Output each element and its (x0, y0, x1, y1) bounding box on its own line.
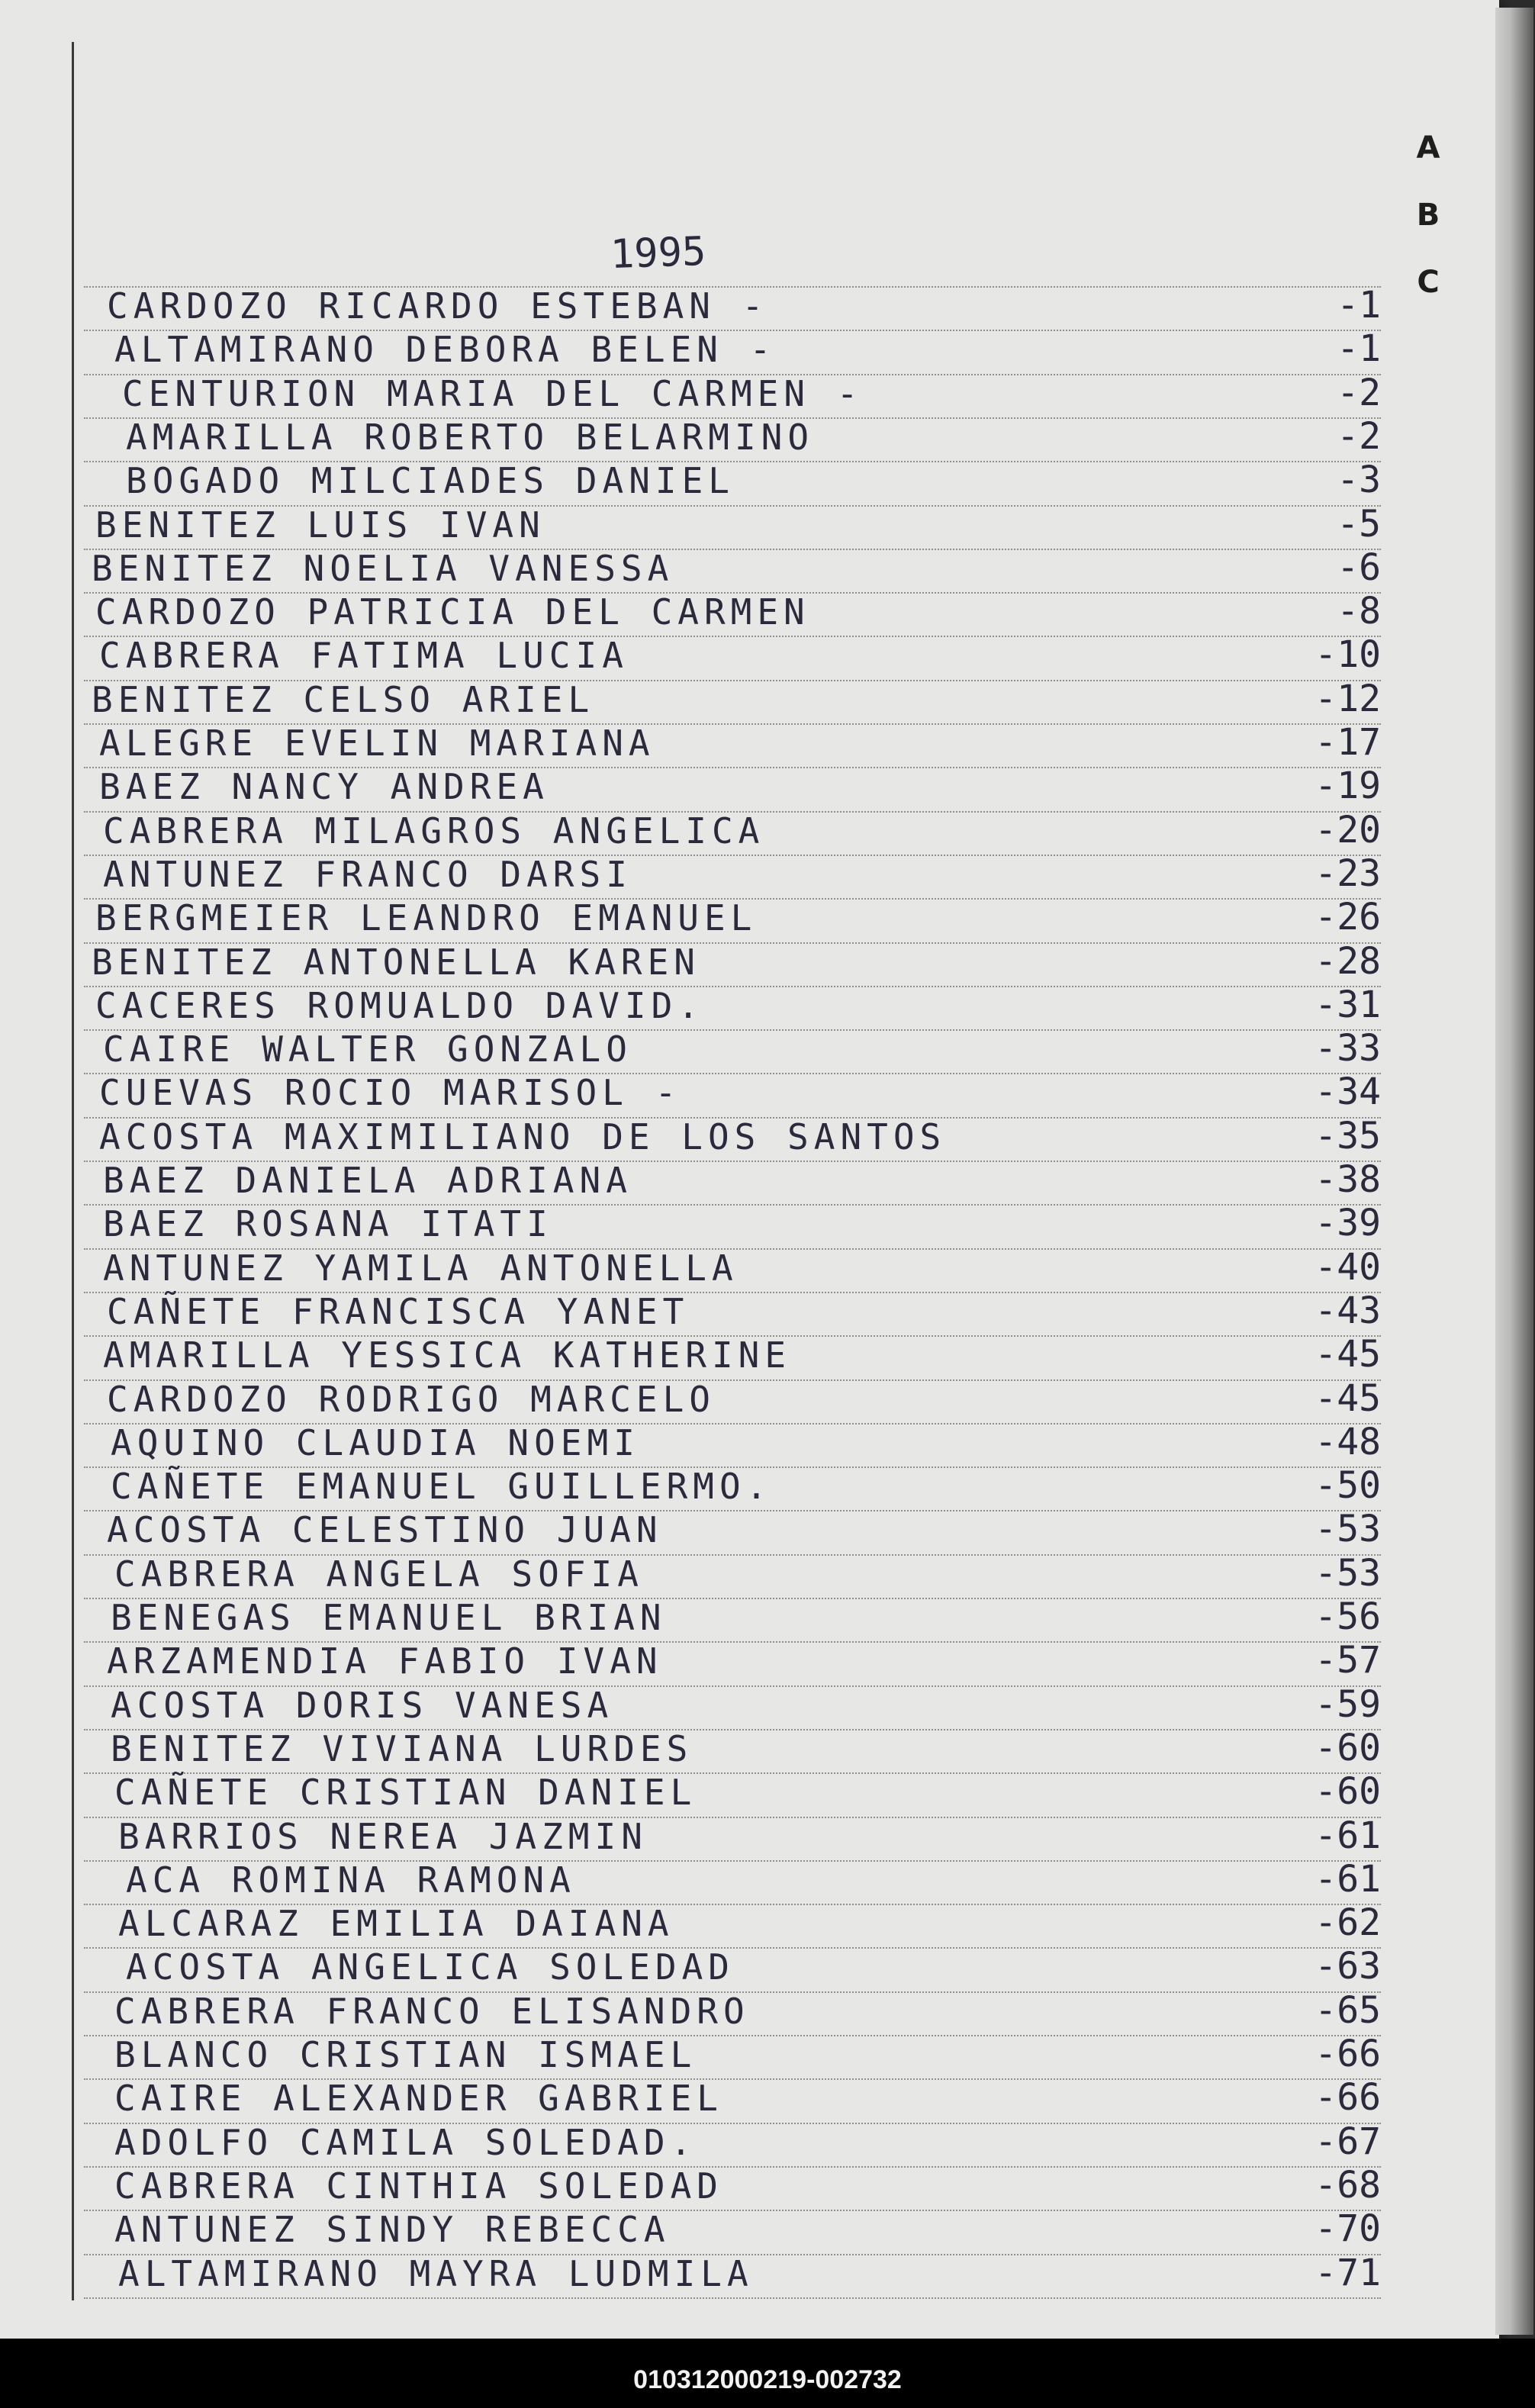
entry-folio: -26 (1315, 896, 1381, 939)
entry-folio: -5 (1337, 502, 1381, 546)
list-item (84, 1289, 1381, 1335)
entry-folio: -45 (1315, 1333, 1381, 1376)
list-item (84, 2251, 1381, 2297)
list-item (84, 1114, 1381, 1161)
entry-name: ARZAMENDIA FABIO IVAN (107, 1640, 663, 1682)
entry-folio: -6 (1337, 546, 1381, 589)
entry-name: BAEZ NANCY ANDREA (99, 766, 549, 808)
list-item (84, 2207, 1381, 2253)
list-item (84, 327, 1381, 373)
list-item (84, 1070, 1381, 1116)
list-item (84, 898, 1381, 942)
list-item (84, 1772, 1381, 1816)
entry-folio: -1 (1337, 284, 1381, 327)
list-item (84, 546, 1381, 592)
entry-name: CENTURION MARIA DEL CARMEN - (122, 372, 864, 414)
document-id: 010312000219-002732 (633, 2365, 902, 2394)
entry-name: CARDOZO PATRICIA DEL CARMEN (95, 591, 810, 633)
entry-name: BENITEZ LUIS IVAN (95, 504, 545, 546)
list-item (84, 633, 1381, 679)
entry-name: CAÑETE CRISTIAN DANIEL (114, 1772, 697, 1814)
entry-name: CAIRE WALTER GONZALO (103, 1029, 632, 1070)
list-item (84, 1595, 1381, 1641)
list-item (84, 767, 1381, 810)
entry-name: CAÑETE FRANCISCA YANET (107, 1290, 690, 1332)
entry-name: BAEZ ROSANA ITATI (103, 1203, 553, 1245)
list-item (84, 592, 1381, 636)
entry-name: BENITEZ ANTONELLA KAREN (92, 941, 700, 983)
list-item (84, 2078, 1381, 2122)
entry-name: BENITEZ NOELIA VANESSA (92, 547, 674, 589)
index-tab-c: C (1417, 265, 1440, 300)
entry-folio: -65 (1315, 1988, 1381, 2032)
entry-name: CABRERA FATIMA LUCIA (99, 635, 629, 677)
ruled-line (84, 2297, 1381, 2299)
entry-folio: -23 (1315, 851, 1381, 895)
entry-name: CABRERA CINTHIA SOLEDAD (114, 2165, 723, 2207)
entry-folio: -53 (1315, 1551, 1381, 1595)
entry-folio: -62 (1315, 1901, 1381, 1945)
list-item (84, 1204, 1381, 1247)
list-item (84, 1947, 1381, 1991)
entry-folio: -8 (1337, 590, 1381, 633)
year-heading: 1995 (609, 228, 707, 278)
list-item (84, 939, 1381, 986)
entry-folio: -28 (1315, 939, 1381, 983)
entry-folio: -48 (1315, 1420, 1381, 1463)
list-item (84, 1551, 1381, 1598)
list-item (84, 677, 1381, 723)
entry-folio: -67 (1315, 2120, 1381, 2163)
list-item (84, 1245, 1381, 1292)
entry-folio: -19 (1315, 765, 1381, 808)
entry-folio: -2 (1337, 371, 1381, 414)
entry-folio: -12 (1315, 677, 1381, 720)
list-item (84, 1726, 1381, 1772)
entry-name: BENITEZ VIVIANA LURDES (111, 1727, 693, 1769)
index-tab-b: B (1416, 198, 1440, 233)
entry-name: AMARILLA ROBERTO BELARMINO (126, 416, 815, 458)
entry-folio: -10 (1315, 633, 1381, 677)
entry-folio: -39 (1315, 1202, 1381, 1245)
entry-name: CARDOZO RICARDO ESTEBAN - (107, 285, 769, 327)
entry-name: ACA ROMINA RAMONA (126, 1859, 576, 1901)
list-item (84, 286, 1381, 330)
entry-folio: -66 (1315, 2033, 1381, 2075)
list-item (84, 1466, 1381, 1510)
entry-name: BENITEZ CELSO ARIEL (92, 678, 595, 720)
entry-folio: -31 (1315, 983, 1381, 1026)
entry-folio: -61 (1315, 1857, 1381, 1901)
entry-folio: -40 (1315, 1245, 1381, 1289)
entry-folio: -33 (1315, 1027, 1381, 1070)
list-item (84, 2120, 1381, 2166)
entry-folio: -66 (1315, 2076, 1381, 2120)
list-item (84, 723, 1381, 767)
entry-name: ALCARAZ EMILIA DAIANA (118, 1903, 674, 1945)
list-item (84, 1420, 1381, 1466)
entry-folio: -60 (1315, 1770, 1381, 1814)
list-item (84, 1682, 1381, 1729)
entry-folio: -59 (1315, 1682, 1381, 1726)
entry-folio: -70 (1315, 2207, 1381, 2251)
entry-name: BERGMEIER LEANDRO EMANUEL (95, 897, 758, 939)
list-item (84, 808, 1381, 855)
entry-name: ALEGRE EVELIN MARIANA (99, 723, 655, 764)
entry-name: ALTAMIRANO DEBORA BELEN - (114, 329, 777, 371)
entry-name: BARRIOS NEREA JAZMIN (118, 1815, 648, 1857)
entry-folio: -56 (1315, 1595, 1381, 1638)
list-item (84, 1335, 1381, 1379)
entry-folio: -53 (1315, 1508, 1381, 1551)
page-edge (1495, 8, 1533, 2335)
entry-name: ADOLFO CAMILA SOLEDAD. (114, 2121, 697, 2163)
entry-name: ACOSTA ANGELICA SOLEDAD (126, 1946, 735, 1988)
list-item (84, 461, 1381, 504)
entry-folio: -45 (1315, 1376, 1381, 1420)
entry-name: CACERES ROMUALDO DAVID. (95, 984, 704, 1026)
list-item (84, 1901, 1381, 1947)
entry-folio: -43 (1315, 1289, 1381, 1332)
entry-name: CABRERA MILAGROS ANGELICA (103, 810, 765, 851)
index-tab-a: A (1416, 130, 1440, 166)
entry-folio: -35 (1315, 1114, 1381, 1157)
list-item (84, 2035, 1381, 2078)
margin-line (72, 42, 74, 2300)
entry-name: BOGADO MILCIADES DANIEL (126, 460, 735, 502)
list-item (84, 1814, 1381, 1860)
list-item (84, 851, 1381, 898)
entry-folio: -3 (1337, 459, 1381, 502)
entry-name: BLANCO CRISTIAN ISMAEL (114, 2034, 697, 2075)
entry-folio: -1 (1337, 327, 1381, 371)
entry-name: CABRERA ANGELA SOFIA (114, 1553, 644, 1595)
entry-name: CUEVAS ROCIO MARISOL - (99, 1072, 682, 1114)
entry-name: ALTAMIRANO MAYRA LUDMILA (118, 2252, 754, 2294)
entry-name: ACOSTA CELESTINO JUAN (107, 1509, 663, 1551)
list-item (84, 414, 1381, 461)
entry-name: ACOSTA MAXIMILIANO DE LOS SANTOS (99, 1115, 947, 1157)
entry-name: CARDOZO RODRIGO MARCELO (107, 1378, 716, 1420)
list-item (84, 1857, 1381, 1904)
entry-folio: -2 (1337, 414, 1381, 458)
entry-name: ACOSTA DORIS VANESA (111, 1684, 614, 1726)
list-item (84, 1376, 1381, 1423)
entry-folio: -61 (1315, 1814, 1381, 1857)
entry-name: ANTUNEZ SINDY REBECCA (114, 2209, 671, 2251)
entry-name: ANTUNEZ YAMILA ANTONELLA (103, 1247, 739, 1289)
list-item (84, 983, 1381, 1029)
entry-name: BAEZ DANIELA ADRIANA (103, 1160, 632, 1201)
entry-name: CAÑETE EMANUEL GUILLERMO. (111, 1466, 773, 1508)
entry-name: CABRERA FRANCO ELISANDRO (114, 1990, 750, 2032)
entry-folio: -50 (1315, 1464, 1381, 1508)
entry-name: AMARILLA YESSICA KATHERINE (103, 1334, 792, 1376)
index-tabs (1405, 114, 1451, 316)
entry-folio: -34 (1315, 1070, 1381, 1114)
entry-folio: -38 (1315, 1158, 1381, 1201)
entry-folio: -68 (1315, 2163, 1381, 2207)
entry-folio: -60 (1315, 1726, 1381, 1769)
list-item (84, 1158, 1381, 1204)
entry-folio: -63 (1315, 1945, 1381, 1988)
entry-name: ANTUNEZ FRANCO DARSI (103, 853, 632, 895)
list-item (84, 2163, 1381, 2210)
entry-folio: -17 (1315, 721, 1381, 764)
list-item (84, 371, 1381, 417)
list-item (84, 502, 1381, 549)
list-item (84, 1988, 1381, 2035)
entry-name: AQUINO CLAUDIA NOEMI (111, 1421, 640, 1463)
entry-folio: -20 (1315, 808, 1381, 851)
list-item (84, 1510, 1381, 1553)
entry-folio: -57 (1315, 1639, 1381, 1682)
entry-name: BENEGAS EMANUEL BRIAN (111, 1597, 667, 1638)
entry-name: CAIRE ALEXANDER GABRIEL (114, 2078, 723, 2120)
list-item (84, 1641, 1381, 1685)
list-item (84, 1029, 1381, 1073)
entry-folio: -71 (1315, 2251, 1381, 2294)
